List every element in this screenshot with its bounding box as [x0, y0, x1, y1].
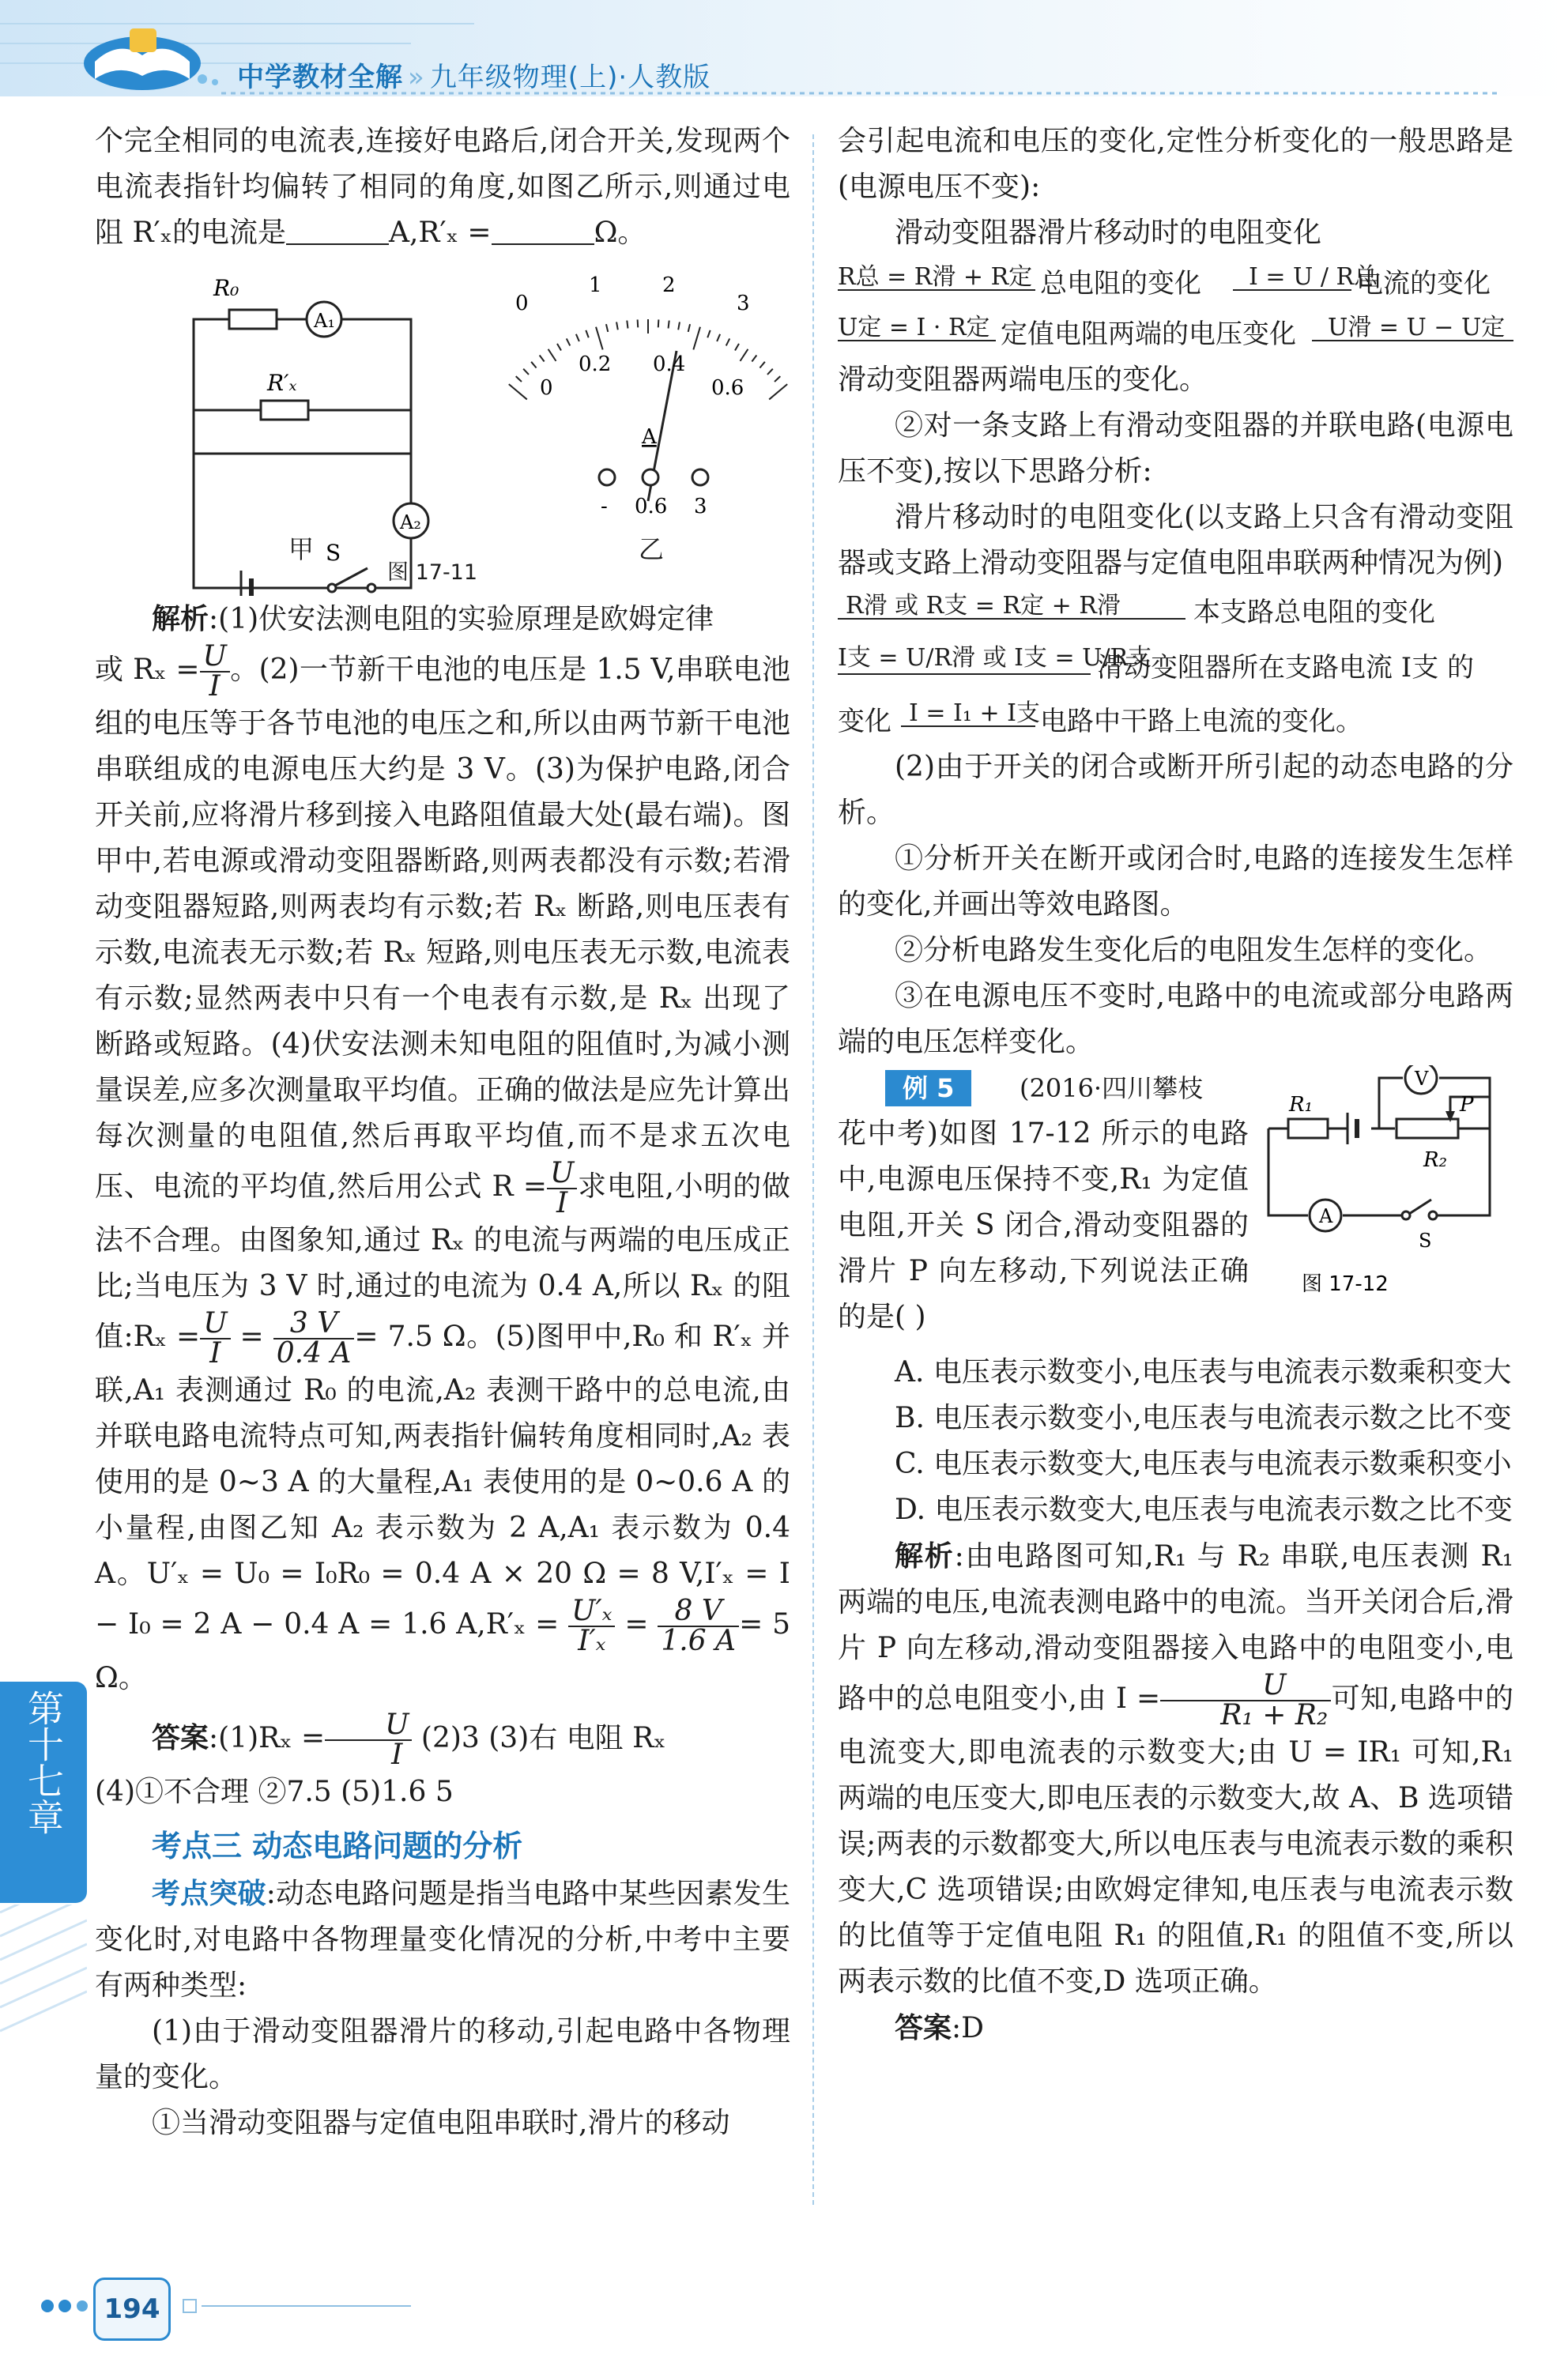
column-divider [812, 134, 814, 2205]
right-para-6: (2)由于开关的闭合或断开所引起的动态电路的分析。 [838, 751, 1513, 829]
header-title [237, 55, 710, 94]
flow-5: 变化 I = I₁ + I支 电路中干路上电流的变化。 [838, 699, 1363, 737]
footer-decoration [0, 2276, 443, 2339]
svg-text:A: A [1319, 1205, 1333, 1227]
book-title: 中学教材全解 [237, 62, 403, 93]
dial-tick [752, 356, 756, 362]
svg-text:0.6: 0.6 [711, 376, 744, 400]
figure-17-11-drawing [95, 256, 790, 596]
section-type-1: (1)由于滑动变阻器滑片的移动,引起电路中各物理量的变化。 [95, 2015, 790, 2093]
fraction-u-over-i-2: $\frac{U}{I}$ [547, 1159, 577, 1218]
section-type-1-a: ①当滑动变阻器与定值电阻串联时,滑片的移动 [152, 2107, 730, 2139]
dial-tick [509, 384, 527, 399]
svg-text:R₁: R₁ [1289, 1093, 1313, 1117]
fraction-8v-over-16a: $\frac{8 V}{1.6 A}$ [658, 1597, 739, 1656]
answer-blank-2 [492, 215, 594, 245]
right-para-3: 滑动变阻器两端电压的变化。 [838, 364, 1208, 396]
svg-text:2: 2 [662, 273, 676, 297]
dial-tick [596, 327, 603, 350]
dial-tick [678, 322, 680, 330]
analysis-label: 解析 [152, 602, 209, 635]
svg-text:0.6: 0.6 [635, 495, 668, 518]
right-para-9: ③在电源电压不变时,电路中的电流或部分电路两端的电压怎样变化。 [838, 980, 1513, 1058]
dial-tick [740, 349, 748, 361]
fraction-u-over-i-3: $\frac{U}{I}$ [200, 1309, 230, 1368]
fraction-u-over-r1r2: $\frac{U}{\text{R₁ + R₂}}$ [1160, 1671, 1331, 1730]
header-arrow: » [408, 62, 425, 93]
chapter-label: 第十七章 [22, 1690, 65, 1835]
right-column [838, 119, 1513, 2052]
svg-text:3: 3 [694, 495, 707, 518]
right-para-2: 滑动变阻器滑片移动时的电阻变化 [895, 217, 1322, 249]
label-s: S [326, 540, 341, 566]
header-subtitle: 九年级物理(上)·人教版 [429, 62, 711, 93]
right-para-4: ②对一条支路上有滑动变阻器的并联电路(电源电压不变),按以下思路分析: [838, 409, 1513, 488]
right-para-1: 会引起电流和电压的变化,定性分析变化的一般思路是(电源电压不变): [838, 125, 1513, 203]
svg-text:0: 0 [540, 376, 553, 400]
flow-2: U定 = I · R定 定值电阻两端的电压变化 U滑 = U − U定 [838, 307, 1513, 357]
dial-tick [586, 330, 588, 337]
dial-tick [576, 334, 579, 341]
svg-text:图 17-12: 图 17-12 [1302, 1272, 1389, 1296]
dial-tick [557, 344, 561, 351]
section-intro: 考点突破:动态电路问题是指当电路中某些因素发生变化时,对电路中各物理量变化情况的分析,中考中主要有两种类型: [95, 1877, 790, 2002]
dial-tick [707, 330, 710, 337]
option-b: B. 电压表示数变小,电压表与电流表示数之比不变 [895, 1402, 1512, 1434]
dial-tick [616, 322, 618, 330]
dial-tick [760, 362, 764, 368]
svg-text:S: S [1419, 1230, 1432, 1252]
solution-answer: 答案:D [895, 2011, 985, 2044]
dial-tick [735, 344, 739, 351]
label-a2: A₂ [400, 511, 421, 533]
svg-text:0.4: 0.4 [653, 352, 686, 376]
right-para-5: 滑片移动时的电阻变化(以支路上只含有滑动变阻器或支路上滑动变阻器与定值电阻串联两种情况为例) [838, 501, 1513, 579]
dial-tick [531, 362, 536, 368]
left-column [95, 119, 790, 2146]
header-band [0, 0, 1568, 96]
figure-caption: 图 17-11 [387, 560, 478, 585]
chapter-side-tab[interactable] [0, 1682, 87, 1903]
meter-unit: A [642, 425, 657, 449]
answer-label: 答案 [152, 1721, 209, 1754]
dial-tick [606, 324, 608, 332]
flow-3: R滑 或 R支 = R定 + R滑 本支路总电阻的变化 [838, 586, 1513, 637]
example-source: (2016·四川攀枝 [1020, 1073, 1204, 1103]
option-d: D. 电压表示数变大,电压表与电流表示数之比不变 [895, 1494, 1513, 1526]
dial-tick [548, 349, 556, 361]
dial-tick [540, 356, 545, 362]
analysis-1: 解析:(1)伏安法测电阻的实验原理是欧姆定律 [152, 602, 714, 635]
dial-tick [627, 321, 628, 329]
fig-label-jia: 甲 [288, 534, 315, 564]
dial-tick [658, 319, 659, 327]
dial-tick [717, 334, 720, 341]
svg-text:0: 0 [515, 292, 529, 315]
label-rx-prime: R′ₓ [267, 370, 297, 396]
section-title: 考点三 动态电路问题的分析 [152, 1829, 523, 1863]
svg-text:0.2: 0.2 [579, 352, 612, 376]
svg-text:P: P [1460, 1093, 1474, 1117]
left-para-1: 个完全相同的电流表,连接好电路后,闭合开关,发现两个电流表指针均偏转了相同的角度,如图乙所示,则通过电阻 R′ₓ的电流是 A,R′ₓ = Ω。 [95, 125, 790, 249]
solution: 解析:由电路图可知,R₁ 与 R₂ 串联,电压表测 R₁ 两端的电压,电流表测电路中的电流。当开关闭合后,滑片 P 向左移动,滑动变阻器接入电路中的电阻变小,电路中的总电阻变小,由 I = $\frac{U}{\text{R₁ + R₂}}$ 可知,电路中的电流变大,即电流表的示数变大;由 U = IR₁ 可知,R₁ 两端的电压变大,即电压表的示数变大,故 A、B 选项错误;两表的示数都变大,所以电压表与电流表示数的乘积变大,C 选项错误;由欧姆定律知,电压表与电流表示数的比值等于定值电阻 R₁ 的阻值,R₁ 的阻值不变,所以两表示数的比值不变,D 选项正确。 [838, 1539, 1513, 1998]
svg-text:-: - [601, 495, 608, 518]
example-5 [838, 1065, 1513, 1350]
option-c: C. 电压表示数变大,电压表与电流表示数乘积变小 [895, 1448, 1512, 1480]
fraction-u-over-i: $\frac{U}{I}$ [200, 642, 230, 701]
fraction-3v-over-04a: $\frac{3 V}{0.4 A}$ [273, 1309, 355, 1368]
svg-text:3: 3 [737, 292, 750, 315]
dial-tick [693, 327, 700, 350]
answer-1: 答案:(1)Rₓ = $\frac{U}{I}$ (2)3 (3)右 电阻 Rₓ [152, 1709, 666, 1771]
flow-1: R总 = R滑 + R定 总电阻的变化 I = U / R总 电流的变化 [838, 263, 1491, 300]
dial-tick [567, 338, 570, 345]
dial-tick [688, 324, 690, 332]
dial-tick [516, 376, 522, 382]
fraction-ux-over-ix: $\frac{\text{U′ₓ}}{\text{I′ₓ}}$ [568, 1597, 615, 1656]
right-para-8: ②分析电路发生变化后的电阻发生怎样的变化。 [895, 934, 1493, 966]
svg-text:R₂: R₂ [1423, 1148, 1447, 1172]
label-r0: R₀ [213, 275, 239, 301]
option-a: A. 电压表示数变小,电压表与电流表示数乘积变大 [895, 1356, 1512, 1388]
dial-tick [767, 369, 773, 375]
answer-2: (4)①不合理 ②7.5 (5)1.6 5 [95, 1776, 454, 1808]
dial-tick [775, 376, 780, 382]
figure-17-12 [1253, 1065, 1513, 1302]
example-tag: 例 5 [885, 1070, 971, 1106]
svg-text:1: 1 [589, 273, 602, 297]
example-body: 花中考)如图 17-12 所示的电路中,电源电压保持不变,R₁ 为定值电阻,开关 S 闭合,滑动变阻器的滑片 P 向左移动,下列说法正确的是( ) [838, 1117, 1249, 1333]
side-stripe [0, 1905, 87, 2284]
fig-label-yi: 乙 [639, 534, 665, 564]
answer-blank-1 [286, 215, 389, 245]
flow-4: I支 = U/R滑 或 I支 = U/R支 滑动变阻器所在支路电流 I支 的 [838, 644, 1475, 684]
svg-text:V: V [1415, 1068, 1429, 1090]
dial-tick [769, 384, 787, 399]
dial-tick [638, 319, 639, 327]
dial-tick [726, 338, 729, 345]
figure-17-11 [95, 256, 790, 596]
analysis-2: 或 Rₓ = $\frac{U}{I}$ 。(2)一节新干电池的电压是 1.5 V,串联电池组的电压等于各节电池的电压之和,所以由两节新干电池串联组成的电源电压大约是 3 V。(3)为保护电路,闭合开关前,应将滑片移到接入电路阻值最大处(最右端)。图甲中,若电源或滑动变阻器断路,则两表都没有示数;若滑动变阻器短路,则两表均有示数;若 Rₓ 断路,则电压表有示数,电流表无示数;若 Rₓ 短路,则电压表无示数,电流表有示数;显然两表中只有一个电表有示数,是 Rₓ 出现了断路或短路。(4)伏安法测未知电阻的阻值时,为减小测量误差,应多次测量取平均值。正确的做法是应先计算出每次测量的电阻值,然后再取平均值,而不是求五次电压、电流的平均值,然后用公式 R = $\frac{U}{I}$ 求电阻,小明的做法不合理。由图象知,通过 Rₓ 的电流与两端的电压成正比;当电压为 3 V 时,通过的电流为 0.4 A,所以 Rₓ 的阻值:Rₓ = $\frac{U}{I}$ = $\frac{3 V}{0.4 A}$ = 7.5 Ω。(5)图甲中,R₀ 和 R′ₓ 并联,A₁ 表测通过 R₀ 的电流,A₂ 表测干路中的总电流,由并联电路电流特点可知,两表指针偏转角度相同时,A₂ 表使用的是 0~3 A 的大量程,A₁ 表使用的是 0~0.6 A 的小量程,由图乙知 A₂ 表示数为 2 A,A₁ 表示数为 0.4 A。U′ₓ = U₀ = I₀R₀ = 0.4 A × 20 Ω = 8 V,I′ₓ = I − I₀ = 2 A − 0.4 A = 1.6 A,R′ₓ = $\frac{\text{U′ₓ}}{\text{I′ₓ}}$ = $\frac{8 V}{1.6 A}$ = 5 Ω。 [95, 640, 790, 1694]
page-number: 194 [93, 2278, 171, 2341]
right-para-7: ①分析开关在断开或闭合时,电路的连接发生怎样的变化,并画出等效电路图。 [838, 842, 1513, 921]
fraction-answer: $\frac{U}{I}$ [325, 1711, 412, 1769]
label-a1: A₁ [314, 310, 335, 332]
dial-tick [523, 369, 529, 375]
